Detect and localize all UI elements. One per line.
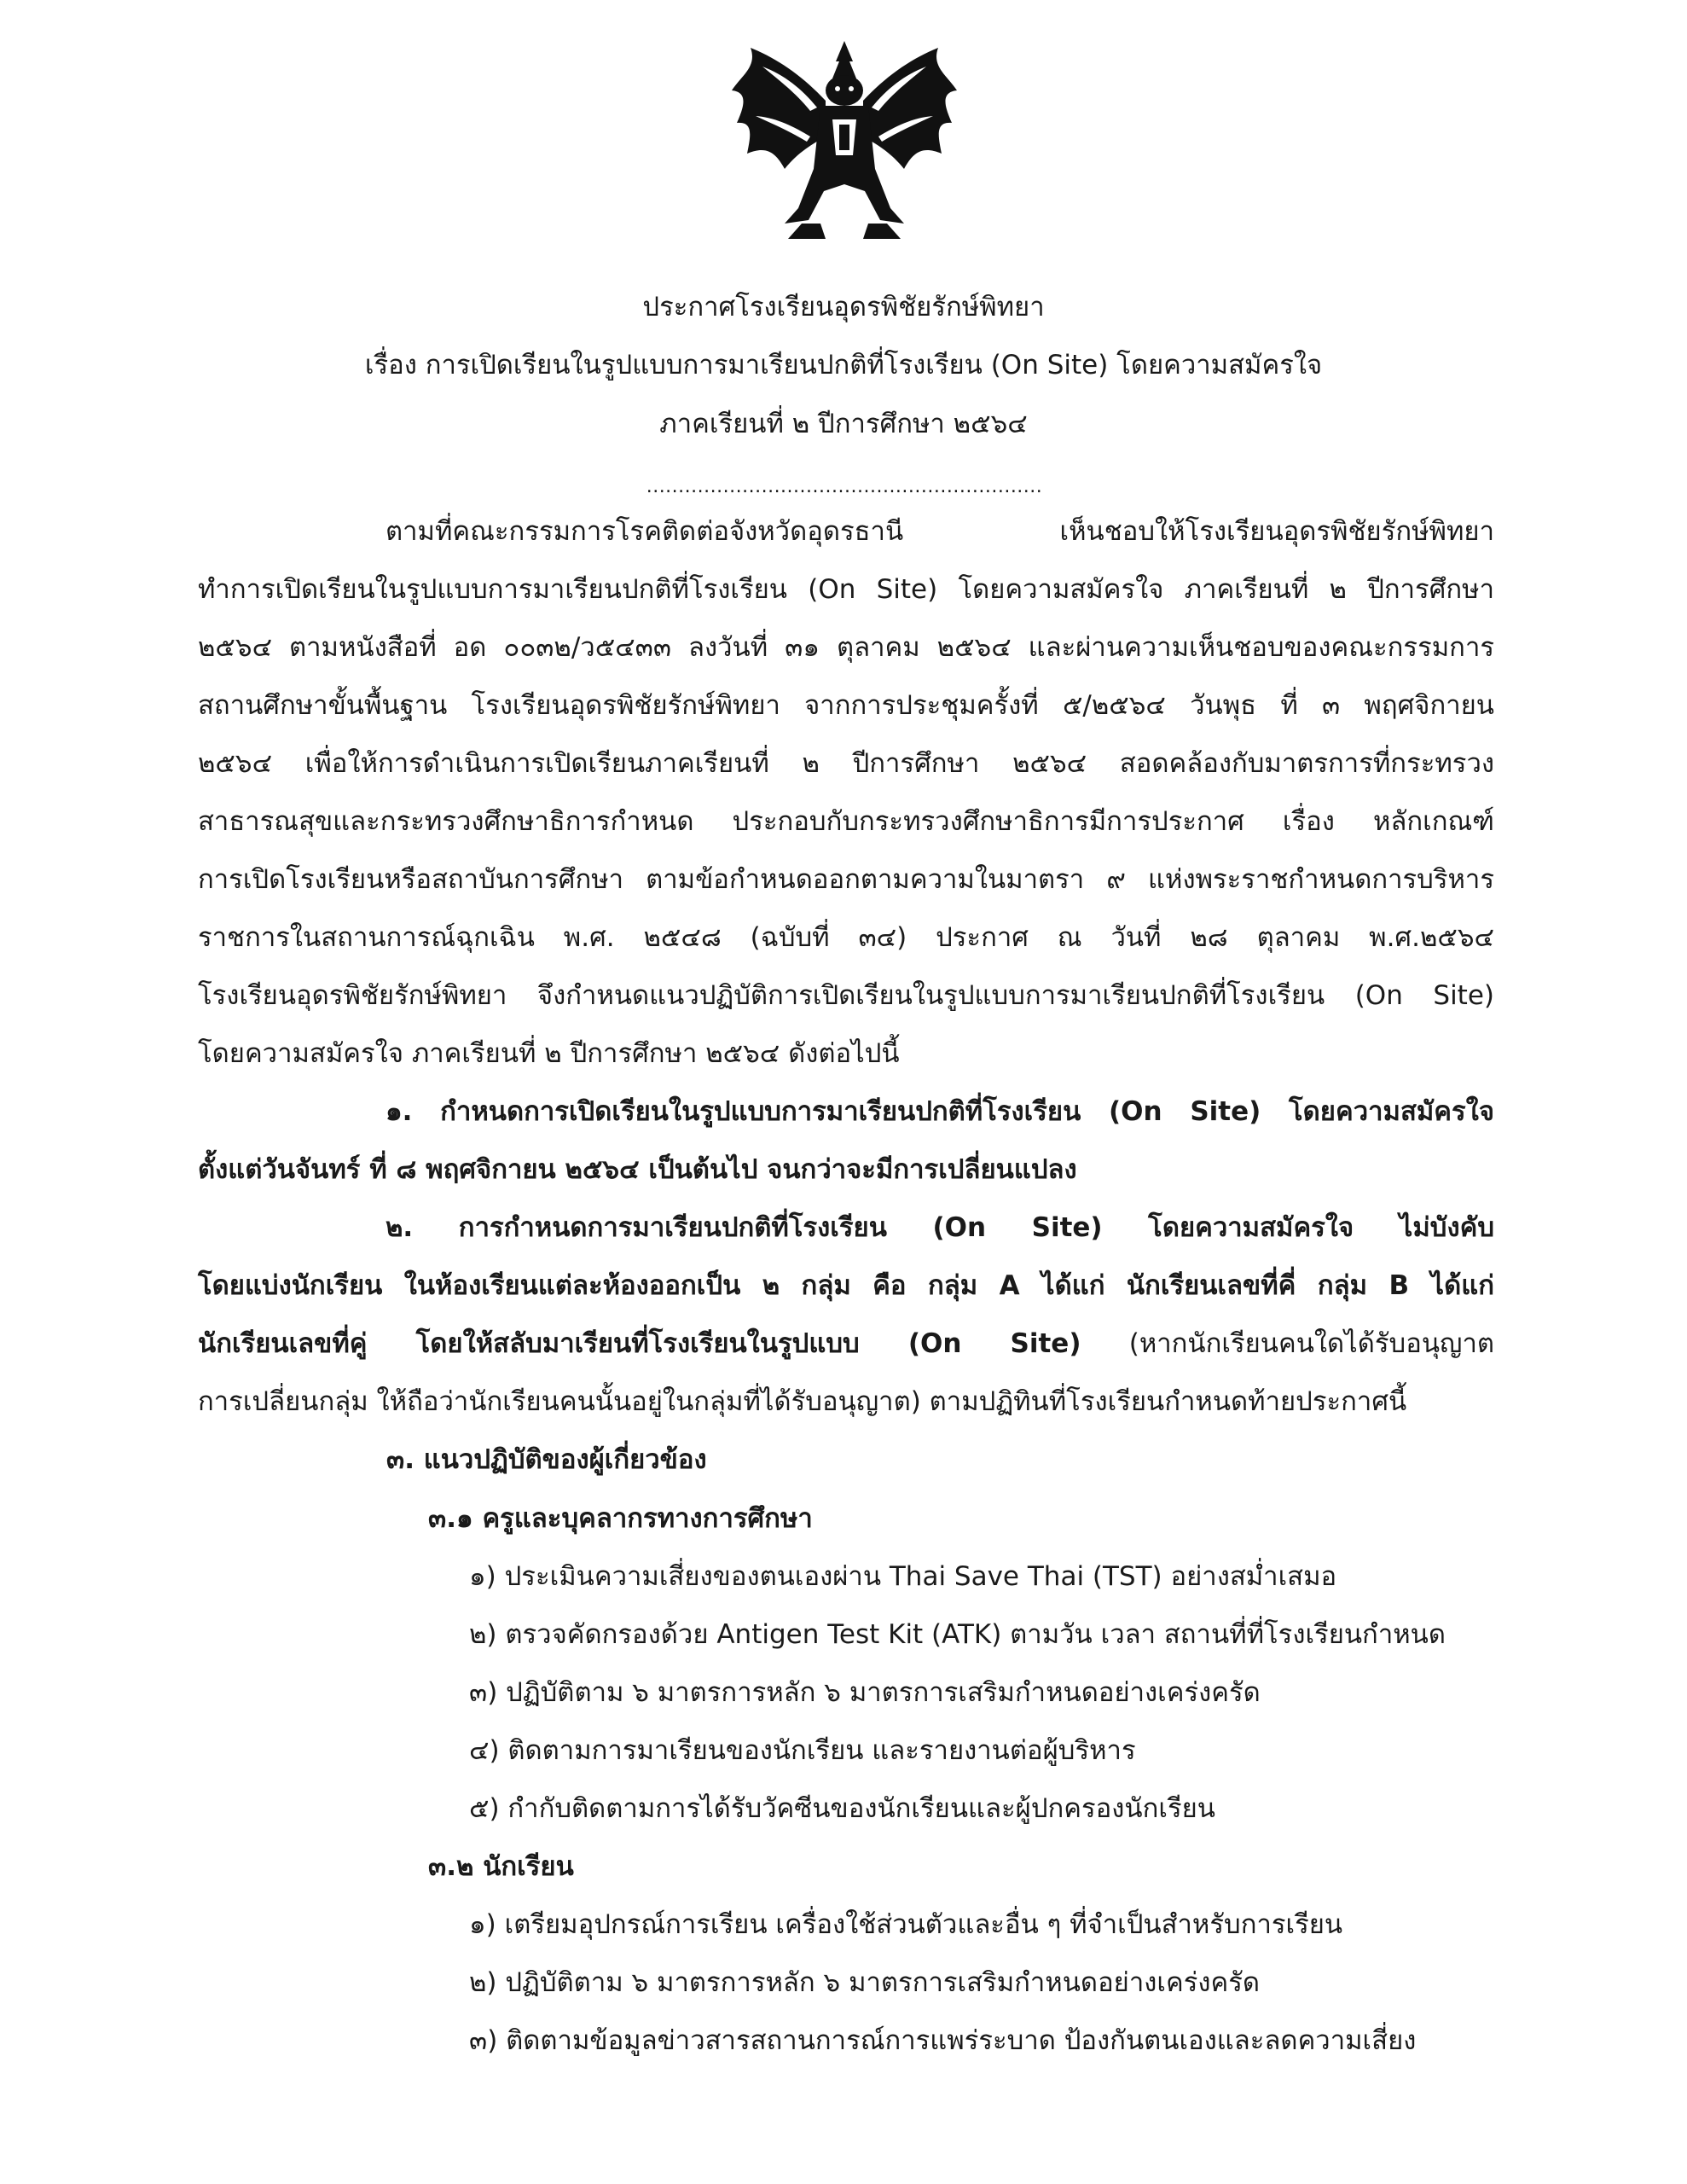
announcement-term: ภาคเรียนที่ ๒ ปีการศึกษา ๒๕๖๔ (659, 409, 1028, 439)
teachers-list-item: ๓) ปฏิบัติตาม ๖ มาตรการหลัก ๖ มาตรการเสริมกำหนดอย่างเคร่งครัด (469, 1677, 1261, 1708)
garuda-emblem-icon (725, 41, 964, 242)
intro-line: สาธารณสุขและกระทรวงศึกษาธิการกำหนด ประกอบกับกระทรวงศึกษาธิการมีการประกาศ เรื่อง หลักเกณฑ์ (198, 806, 1494, 837)
intro-line: โรงเรียนอุดรพิชัยรักษ์พิทยา จึงกำหนดแนวปฏิบัติการเปิดเรียนในรูปแบบการมาเรียนปกติที่โรงเรียน (On Site) (198, 980, 1494, 1011)
teachers-list-item: ๑) ประเมินความเสี่ยงของตนเองผ่าน Thai Save Thai (TST) อย่างสม่ำเสมอ (469, 1561, 1337, 1592)
header-divider: .............................................................. (646, 476, 1043, 497)
item-2-line: โดยแบ่งนักเรียน ในห้องเรียนแต่ละห้องออกเป็น ๒ กลุ่ม คือ กลุ่ม A ได้แก่ นักเรียนเลขที่คี่ กลุ่ม B ได้แก่ (198, 1270, 1494, 1301)
teachers-list-item: ๕) กำกับติดตามการได้รับวัคซีนของนักเรียนและผู้ปกครองนักเรียน (469, 1793, 1215, 1824)
announcement-subject: เรื่อง การเปิดเรียนในรูปแบบการมาเรียนปกติที่โรงเรียน (On Site) โดยความสมัครใจ (364, 350, 1323, 380)
intro-line: ๒๕๖๔ เพื่อให้การดำเนินการเปิดเรียนภาคเรียนที่ ๒ ปีการศึกษา ๒๕๖๔ สอดคล้องกับมาตรการที่กระทรวง (198, 748, 1494, 779)
students-heading: ๓.๒ นักเรียน (428, 1851, 574, 1882)
intro-line: โดยความสมัครใจ ภาคเรียนที่ ๒ ปีการศึกษา ๒๕๖๔ ดังต่อไปนี้ (198, 1038, 900, 1069)
teachers-heading: ๓.๑ ครูและบุคลากรทางการศึกษา (428, 1503, 813, 1534)
intro-line: ๒๕๖๔ ตามหนังสือที่ อด ๐๐๓๒/ว๕๔๓๓ ลงวันที่ ๓๑ ตุลาคม ๒๕๖๔ และผ่านความเห็นชอบของคณะกรรมการ (198, 632, 1494, 663)
item-2-line: ๒. การกำหนดการมาเรียนปกติที่โรงเรียน (On Site) โดยความสมัครใจ ไม่บังคับ (386, 1212, 1494, 1243)
intro-line: ทำการเปิดเรียนในรูปแบบการมาเรียนปกติที่โรงเรียน (On Site) โดยความสมัครใจ ภาคเรียนที่ ๒ ปีการศึกษา (198, 574, 1494, 605)
item-2-line: การเปลี่ยนกลุ่ม ให้ถือว่านักเรียนคนนั้นอยู่ในกลุ่มที่ได้รับอนุญาต) ตามปฏิทินที่โรงเรียนกำหนดท้ายประกาศนี้ (198, 1386, 1407, 1417)
students-list-item: ๒) ปฏิบัติตาม ๖ มาตรการหลัก ๖ มาตรการเสริมกำหนดอย่างเคร่งครัด (469, 1967, 1261, 1998)
item-2-line (198, 1327, 1494, 1361)
item-1-line: ๑. กำหนดการเปิดเรียนในรูปแบบการมาเรียนปกติที่โรงเรียน (On Site) โดยความสมัครใจ (386, 1096, 1494, 1127)
intro-line: ตามที่คณะกรรมการโรคติดต่อจังหวัดอุดรธานี เห็นชอบให้โรงเรียนอุดรพิชัยรักษ์พิทยา (386, 516, 1494, 547)
item-1-line: ตั้งแต่วันจันทร์ ที่ ๘ พฤศจิกายน ๒๕๖๔ เป็นต้นไป จนกว่าจะมีการเปลี่ยนแปลง (198, 1154, 1077, 1185)
intro-line: สถานศึกษาขั้นพื้นฐาน โรงเรียนอุดรพิชัยรักษ์พิทยา จากการประชุมครั้งที่ ๕/๒๕๖๔ วันพุธ ที่ ๓ พฤศจิกายน (198, 690, 1494, 721)
intro-line: การเปิดโรงเรียนหรือสถาบันการศึกษา ตามข้อกำหนดออกตามความในมาตรา ๙ แห่งพระราชกำหนดการบริหาร (198, 864, 1494, 895)
teachers-list-item: ๔) ติดตามการมาเรียนของนักเรียน และรายงานต่อผู้บริหาร (469, 1735, 1136, 1766)
students-list-item: ๓) ติดตามข้อมูลข่าวสารสถานการณ์การแพร่ระบาด ป้องกันตนเองและลดความเสี่ยง (469, 2025, 1417, 2056)
item-2-normal-text: (หากนักเรียนคนใดได้รับอนุญาต (1128, 1328, 1494, 1359)
intro-line: ราชการในสถานการณ์ฉุกเฉิน พ.ศ. ๒๕๔๘ (ฉบับที่ ๓๔) ประกาศ ณ วันที่ ๒๘ ตุลาคม พ.ศ.๒๕๖๔ (198, 922, 1494, 953)
announcement-title: ประกาศโรงเรียนอุดรพิชัยรักษ์พิทยา (642, 292, 1045, 322)
item-3-heading: ๓. แนวปฏิบัติของผู้เกี่ยวข้อง (386, 1444, 707, 1475)
item-2-bold-text: นักเรียนเลขที่คู่ โดยให้สลับมาเรียนที่โรงเรียนในรูปแบบ (On Site) (198, 1328, 1081, 1359)
teachers-list-item: ๒) ตรวจคัดกรองด้วย Antigen Test Kit (ATK) ตามวัน เวลา สถานที่ที่โรงเรียนกำหนด (469, 1619, 1446, 1650)
students-list-item: ๑) เตรียมอุปกรณ์การเรียน เครื่องใช้ส่วนตัวและอื่น ๆ ที่จำเป็นสำหรับการเรียน (469, 1909, 1343, 1940)
